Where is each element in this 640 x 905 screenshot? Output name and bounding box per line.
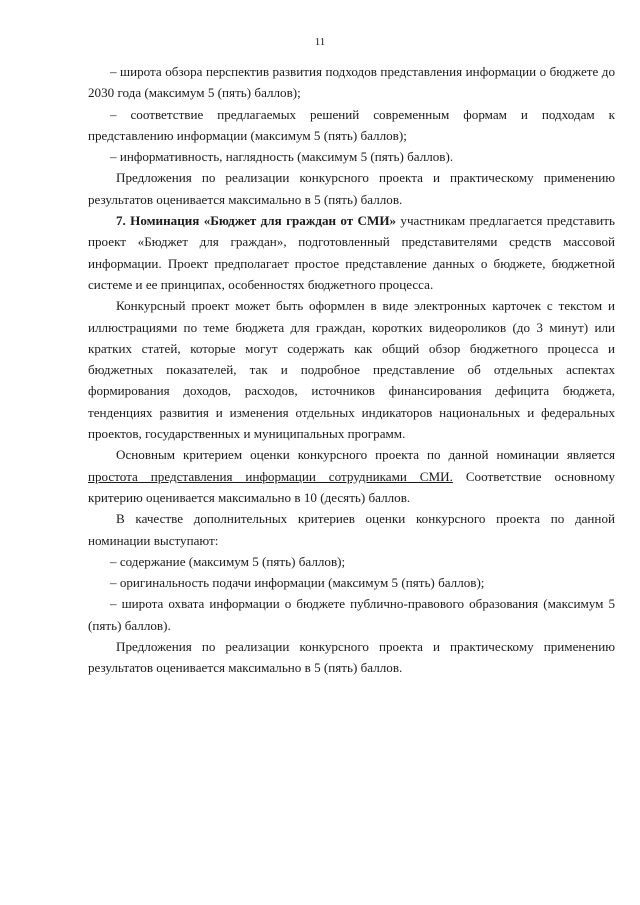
criterion-list-item: – содержание (максимум 5 (пять) баллов); xyxy=(110,553,346,569)
document-body xyxy=(88,61,615,679)
criterion-list-item: – информативность, наглядность (максимум 5 (пять) баллов). xyxy=(110,149,454,165)
criterion-list-item: – широта охвата информации о бюджете публично-правового образования (максимум 5 (пять) баллов). xyxy=(88,596,615,633)
main-criterion-paragraph xyxy=(88,444,615,508)
criterion-list-item: – оригинальность подачи информации (максимум 5 (пять) баллов); xyxy=(110,575,485,591)
main-criterion-lead: Основным критерием оценки конкурсного проекта по данной номинации является xyxy=(116,447,615,463)
main-criterion-underlined: простота представления информации сотрудниками СМИ. xyxy=(88,468,453,484)
body-paragraph: Предложения по реализации конкурсного проекта и практическому применению результатов оценивается максимально в 5 (пять) баллов. xyxy=(88,639,615,676)
body-paragraph: Предложения по реализации конкурсного проекта и практическому применению результатов оценивается максимально в 5 (пять) баллов. xyxy=(88,170,615,207)
body-paragraph: Конкурсный проект может быть оформлен в виде электронных карточек с текстом и иллюстрациями по теме бюджета для граждан, коротких видеороликов (до 3 минут) или кратких статей, которые могут содержать как общий обзор бюджетного процесса и бюджетных показателей, так и подробное представление об отдельных аспектах формирования доходов, расходов, источников финансирования дефицита бюджета, тенденциях развития и изменения отдельных индикаторов национальных и федеральных проектов, государственных и муниципальных программ. xyxy=(88,298,615,442)
nomination-heading: 7. Номинация «Бюджет для граждан от СМИ» xyxy=(116,213,397,229)
nomination-paragraph xyxy=(88,210,615,295)
main-criterion-tail: Соответствие основному критерию оценивается максимально в 10 (десять) баллов. xyxy=(88,468,615,505)
nomination-text: участникам предлагается представить проект «Бюджет для граждан», подготовленный представителями средств массовой информации. Проект предполагает простое представление данных о бюджете, бюджетной системе и ее принципах, особенностях бюджетного процесса. xyxy=(88,213,615,292)
criterion-list-item: – соответствие предлагаемых решений современным формам и подходам к представлению информации (максимум 5 (пять) баллов); xyxy=(88,106,615,143)
page-number: 11 xyxy=(314,36,326,48)
body-paragraph: В качестве дополнительных критериев оценки конкурсного проекта по данной номинации выступают: xyxy=(88,511,615,548)
criterion-list-item: – широта обзора перспектив развития подходов представления информации о бюджете до 2030 года (максимум 5 (пять) баллов); xyxy=(88,64,615,101)
